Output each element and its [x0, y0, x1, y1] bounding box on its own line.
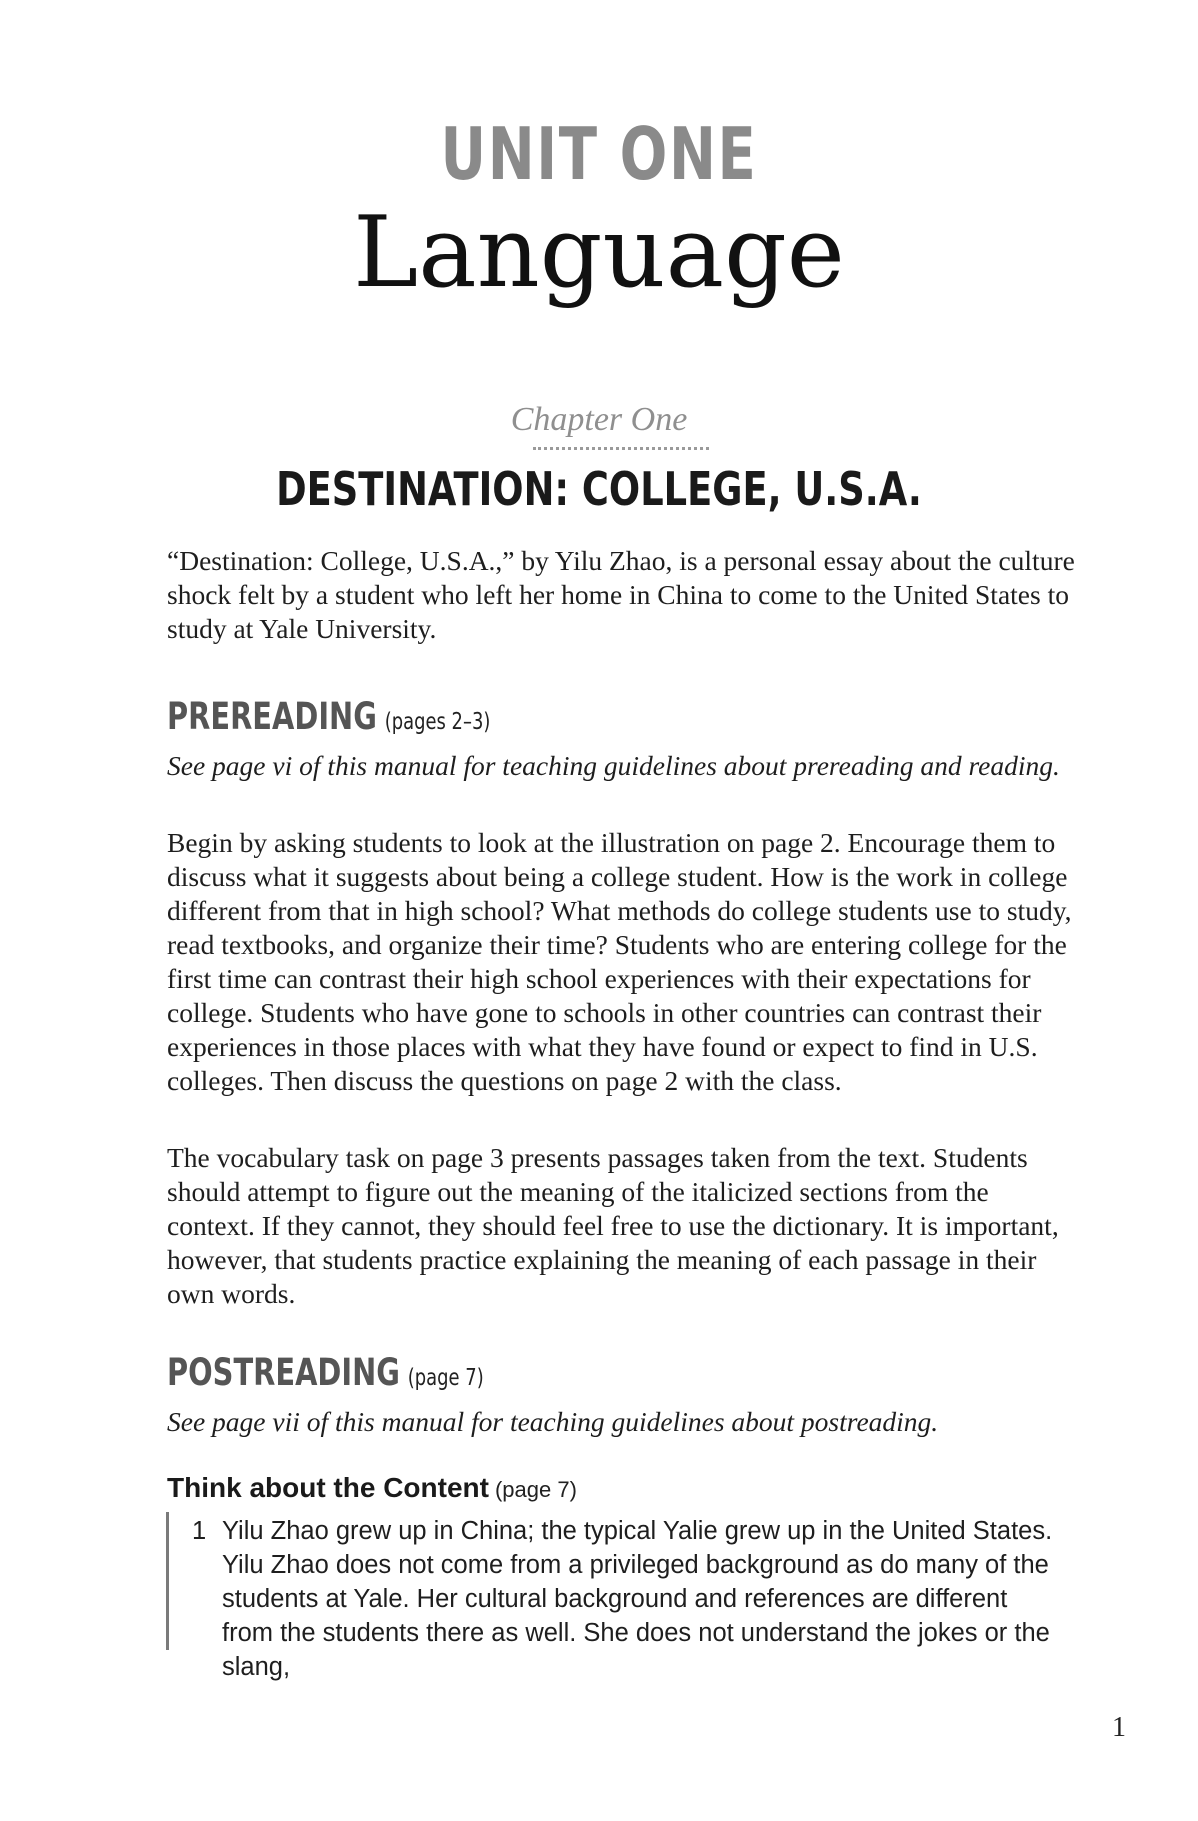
postreading-pages: (page 7)	[407, 1365, 484, 1391]
page-number: 1	[1112, 1712, 1126, 1743]
postreading-heading-label: POSTREADING	[167, 1351, 400, 1394]
content-section-pages: (page 7)	[494, 1477, 577, 1502]
postreading-heading	[167, 1351, 484, 1394]
answer-number: 1	[192, 1517, 207, 1545]
content-section-heading	[167, 1474, 577, 1502]
answer-text: Yilu Zhao grew up in China; the typical Yalie grew up in the United States. Yilu Zhao does not come from a privileged background as do many of the students at Yale. Her cultural background and references are different from the students there as well. She does not understand the jokes or the slang,	[222, 1517, 1053, 1681]
content-section-label: Think about the Content	[167, 1472, 489, 1503]
chapter-title: DESTINATION: COLLEGE, U.S.A.	[276, 462, 922, 516]
unit-title: Language	[353, 196, 845, 310]
prereading-note: See page vi of this manual for teaching guidelines about prereading and reading.	[167, 750, 1060, 781]
prereading-pages: (pages 2–3)	[384, 709, 491, 735]
unit-label: UNIT ONE	[440, 112, 758, 196]
prereading-heading-label: PREREADING	[167, 695, 377, 738]
intro-paragraph: “Destination: College, U.S.A.,” by Yilu Zhao, is a personal essay about the culture shock felt by a student who left her home in China to come to the United States to study at Yale University.	[167, 545, 1075, 644]
prereading-paragraph-1: Begin by asking students to look at the illustration on page 2. Encourage them to discuss what it suggests about being a college student. How is the work in college different from that in high school? What methods do college students use to study, read textbooks, and organize their time? Students who are entering college for the first time can contrast their high school experiences with their expectations for college. Students who have gone to schools in other countries can contrast their experiences in those places with what they have found or expect to find in U.S. colleges. Then discuss the questions on page 2 with the class.	[167, 827, 1072, 1096]
postreading-note: See page vii of this manual for teaching guidelines about postreading.	[167, 1406, 939, 1437]
prereading-paragraph-2: The vocabulary task on page 3 presents passages taken from the text. Students should attempt to figure out the meaning of the italicized sections from the context. If they cannot, they should feel free to use the dictionary. It is important, however, that students practice explaining the meaning of each passage in their own words.	[167, 1142, 1059, 1309]
answer-margin-bar	[166, 1512, 169, 1650]
chapter-label: Chapter One	[510, 401, 688, 438]
chapter-divider	[533, 447, 709, 450]
prereading-heading	[167, 695, 491, 738]
